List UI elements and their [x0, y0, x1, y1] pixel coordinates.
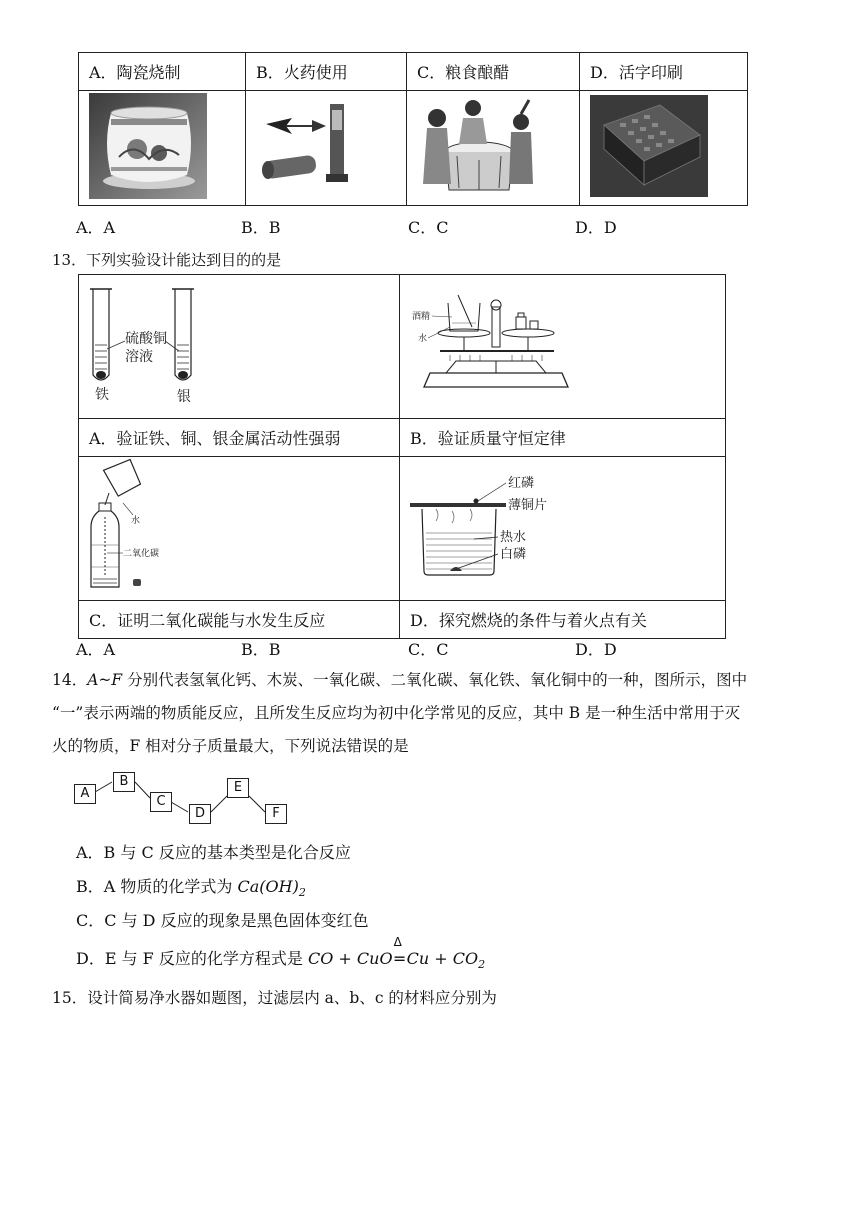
- q14-diagram: [72, 770, 292, 826]
- q12-img-c-cell: [407, 91, 580, 206]
- fig-d-label-white-p: 白磷: [500, 547, 527, 562]
- q12-header-b: B．火药使用: [246, 53, 407, 91]
- porcelain-jar-image: [89, 93, 207, 199]
- q14-choice-d-lhs: CO + CuO: [307, 949, 393, 968]
- q13-stem: 13．下列实验设计能达到目的的是: [52, 251, 282, 269]
- q14-range: A~F: [87, 671, 123, 689]
- q14-choice-b-sub: 2: [298, 886, 306, 900]
- q12-img-a-cell: [79, 91, 246, 206]
- q14-stem-1: 分别代表氢氧化钙、木炭、一氧化碳、二氧化碳、氧化铁、氧化铜中的一种，图所示，图中: [122, 671, 748, 689]
- q14-choice-b-formula: Ca(OH): [237, 877, 299, 896]
- q14-stem-2: “一”表示两端的物质能反应，且所发生反应均为初中化学常见的反应，其中 B 是一种生活中常用于灭: [52, 704, 741, 722]
- fig-d-label-red-p: 红磷: [508, 476, 535, 491]
- fig-c-label-co2: 二氧化碳: [123, 549, 160, 559]
- fig-d-label-hot-water: 热水: [500, 530, 527, 545]
- q14-num: 14．: [52, 671, 88, 689]
- q14-choice-b[interactable]: [76, 874, 306, 899]
- fig-c-label-water: 水: [131, 516, 141, 526]
- q14-choice-c[interactable]: C．C 与 D 反应的现象是黑色固体变红色: [76, 911, 369, 930]
- q14-stem: [52, 664, 810, 763]
- fig-b-label-water: 水: [418, 334, 428, 344]
- q14-choice-d[interactable]: D．E 与 F 反应的化学方程式是 CO + CuO Δ $=Cu + CO_2$: [76, 935, 486, 972]
- q14-choice-b-text: B．A 物质的化学式为: [76, 877, 238, 896]
- q12-option-d[interactable]: D．D: [575, 218, 617, 237]
- q12-option-a[interactable]: A．A: [76, 218, 116, 237]
- q13-table: [78, 274, 726, 639]
- q13-option-a[interactable]: A．A: [76, 640, 116, 659]
- q12-header-a: A．陶瓷烧制: [79, 53, 246, 91]
- q13-caption-d: D．探究燃烧的条件与着火点有关: [400, 601, 726, 639]
- gunpowder-weapons-image: [256, 96, 366, 196]
- fig-a-label-silver: 银: [177, 389, 191, 405]
- fig-d-label-copper: 薄铜片: [508, 498, 548, 513]
- q13-fig-a-cell: [79, 275, 400, 419]
- vinegar-brewing-image: [417, 94, 541, 198]
- q13-caption-a: A．验证铁、铜、银金属活动性强弱: [79, 419, 400, 457]
- q13-option-b[interactable]: B．B: [241, 640, 281, 659]
- q12-option-c[interactable]: C．C: [408, 218, 449, 237]
- q12-header-d: D．活字印刷: [580, 53, 748, 91]
- fig-a-label-solution-2: 溶液: [125, 349, 153, 365]
- test-tubes-figure: [79, 275, 399, 414]
- q12-header-c: C．粮食酿醋: [407, 53, 580, 91]
- q13-option-d[interactable]: D．D: [575, 640, 617, 659]
- q13-caption-b: B．验证质量守恒定律: [400, 419, 726, 457]
- co2-bottle-figure: [79, 457, 399, 596]
- q13-fig-b-cell: [400, 275, 726, 419]
- q13-fig-c-cell: [79, 457, 400, 601]
- fig-a-label-iron: 铁: [95, 387, 109, 403]
- q12-table: [78, 52, 748, 206]
- q12-option-b[interactable]: B．B: [241, 218, 281, 237]
- q14-choice-d-rhs: Cu + CO: [406, 949, 479, 968]
- fig-b-label-alcohol: 酒精: [412, 312, 431, 322]
- q14-choice-d-text: D．E 与 F 反应的化学方程式是: [76, 949, 308, 968]
- node-f: F: [265, 804, 287, 824]
- node-e: E: [227, 778, 249, 798]
- q13-fig-d-cell: [400, 457, 726, 601]
- fig-a-label-solution-1: 硫酸铜: [125, 331, 167, 347]
- q14-choice-a[interactable]: A．B 与 C 反应的基本类型是化合反应: [76, 843, 351, 862]
- balance-figure: [400, 275, 712, 414]
- q13-caption-c: C．证明二氧化碳能与水发生反应: [79, 601, 400, 639]
- q12-img-d-cell: [580, 91, 748, 206]
- q14-choice-d-sub: 2: [478, 958, 486, 972]
- q12-img-b-cell: [246, 91, 407, 206]
- q14-choice-d-cond: Δ: [393, 935, 402, 949]
- node-b: B: [113, 772, 135, 792]
- movable-type-image: [590, 95, 708, 197]
- q13-option-c[interactable]: C．C: [408, 640, 449, 659]
- combustion-figure: [400, 457, 712, 596]
- q14-stem-3: 火的物质，F 相对分子质量最大，下列说法错误的是: [52, 737, 409, 755]
- node-a: A: [74, 784, 96, 804]
- q15-stem: 15．设计简易净水器如题图，过滤层内 a、b、c 的材料应分别为: [52, 989, 497, 1007]
- node-c: C: [150, 792, 172, 812]
- node-d: D: [189, 804, 211, 824]
